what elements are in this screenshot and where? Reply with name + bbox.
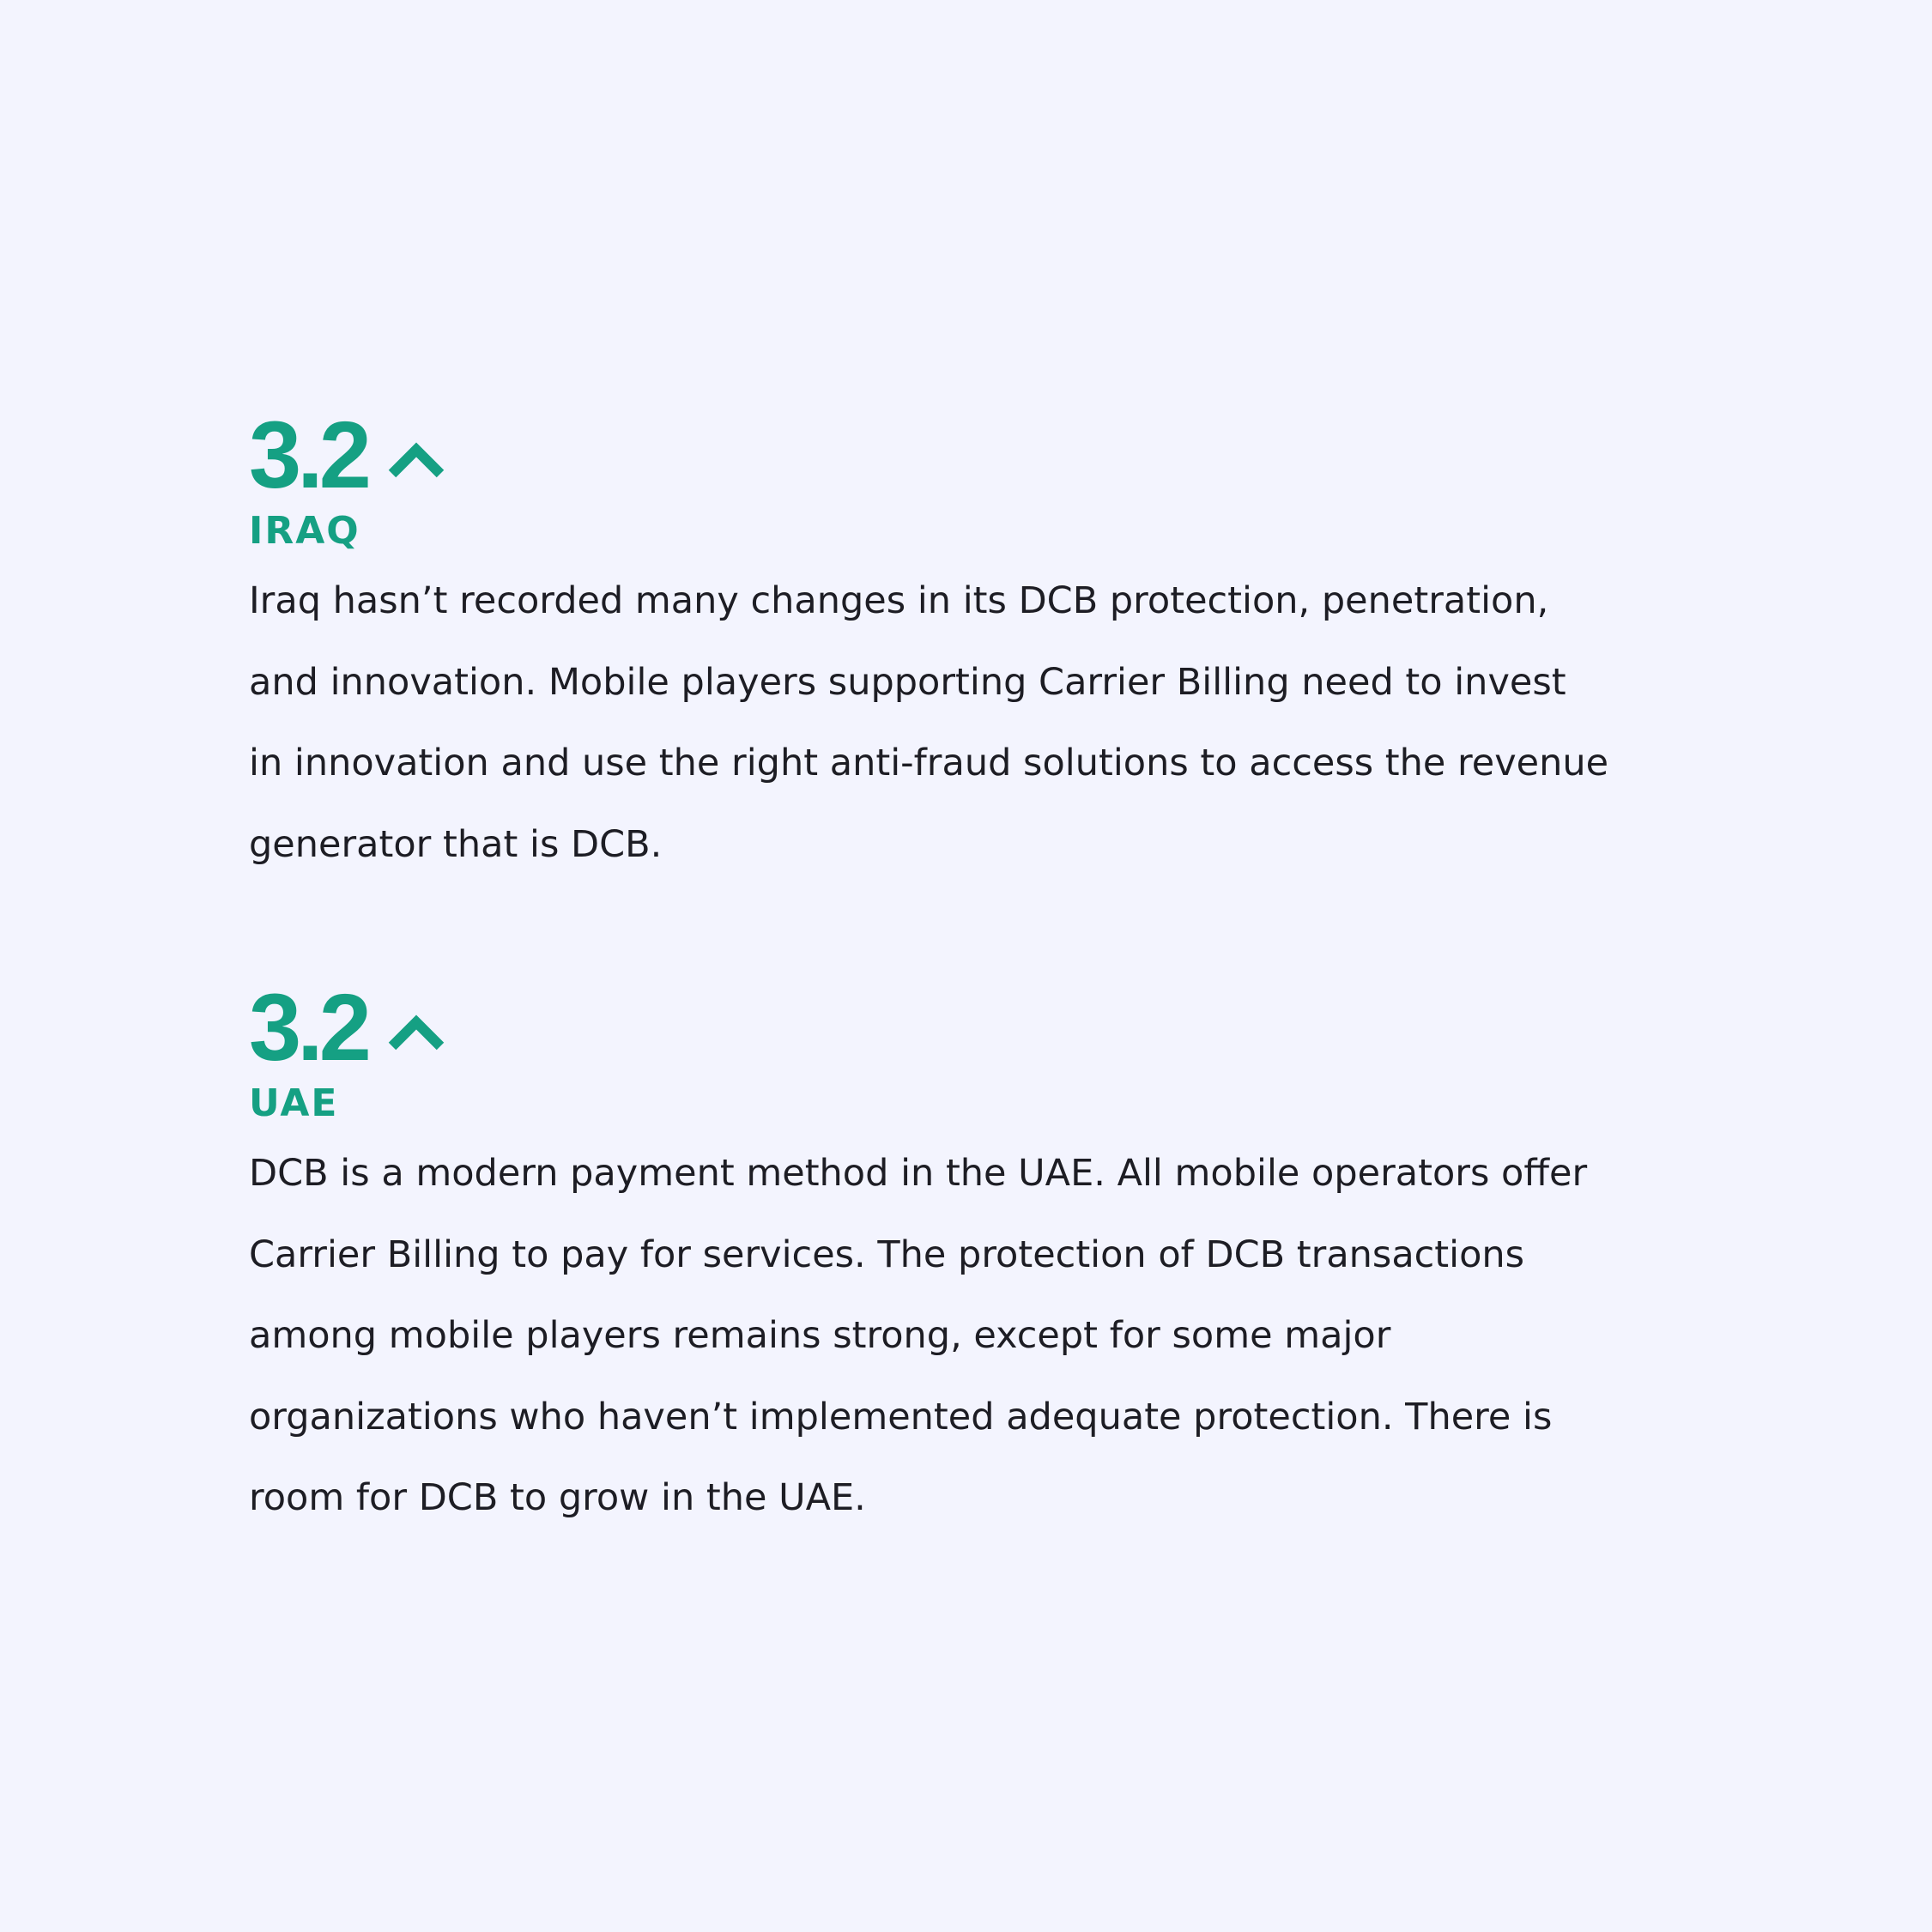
country-section-iraq <box>249 403 1708 922</box>
description-line: DCB is a modern payment method in the UAE. All mobile operators offer <box>249 1152 1588 1195</box>
chevron-up-icon <box>386 1014 446 1051</box>
description-line: and innovation. Mobile players supporting Carrier Billing need to invest <box>249 660 1566 704</box>
description-line: room for DCB to grow in the UAE. <box>249 1476 866 1519</box>
description-line: in innovation and use the right anti-fraud solutions to access the revenue <box>249 742 1609 784</box>
country-name: UAE <box>249 1081 339 1125</box>
country-score-page <box>249 0 1708 1932</box>
score-row <box>249 975 1708 1081</box>
score-value: 3.2 <box>249 975 367 1081</box>
score-value: 3.2 <box>249 403 367 508</box>
country-section-uae <box>249 975 1708 1576</box>
description-line: organizations who haven’t implemented adequate protection. There is <box>249 1395 1553 1438</box>
description-line: Carrier Billing to pay for services. The protection of DCB transactions <box>249 1232 1525 1276</box>
country-description <box>249 560 1674 885</box>
country-name: IRAQ <box>249 509 360 553</box>
score-row <box>249 403 1708 508</box>
description-line: among mobile players remains strong, except for some major <box>249 1314 1391 1357</box>
country-description <box>249 1133 1674 1539</box>
description-line: generator that is DCB. <box>249 822 663 866</box>
chevron-up-icon <box>386 441 446 479</box>
description-line: Iraq hasn’t recorded many changes in its DCB protection, penetration, <box>249 579 1549 622</box>
